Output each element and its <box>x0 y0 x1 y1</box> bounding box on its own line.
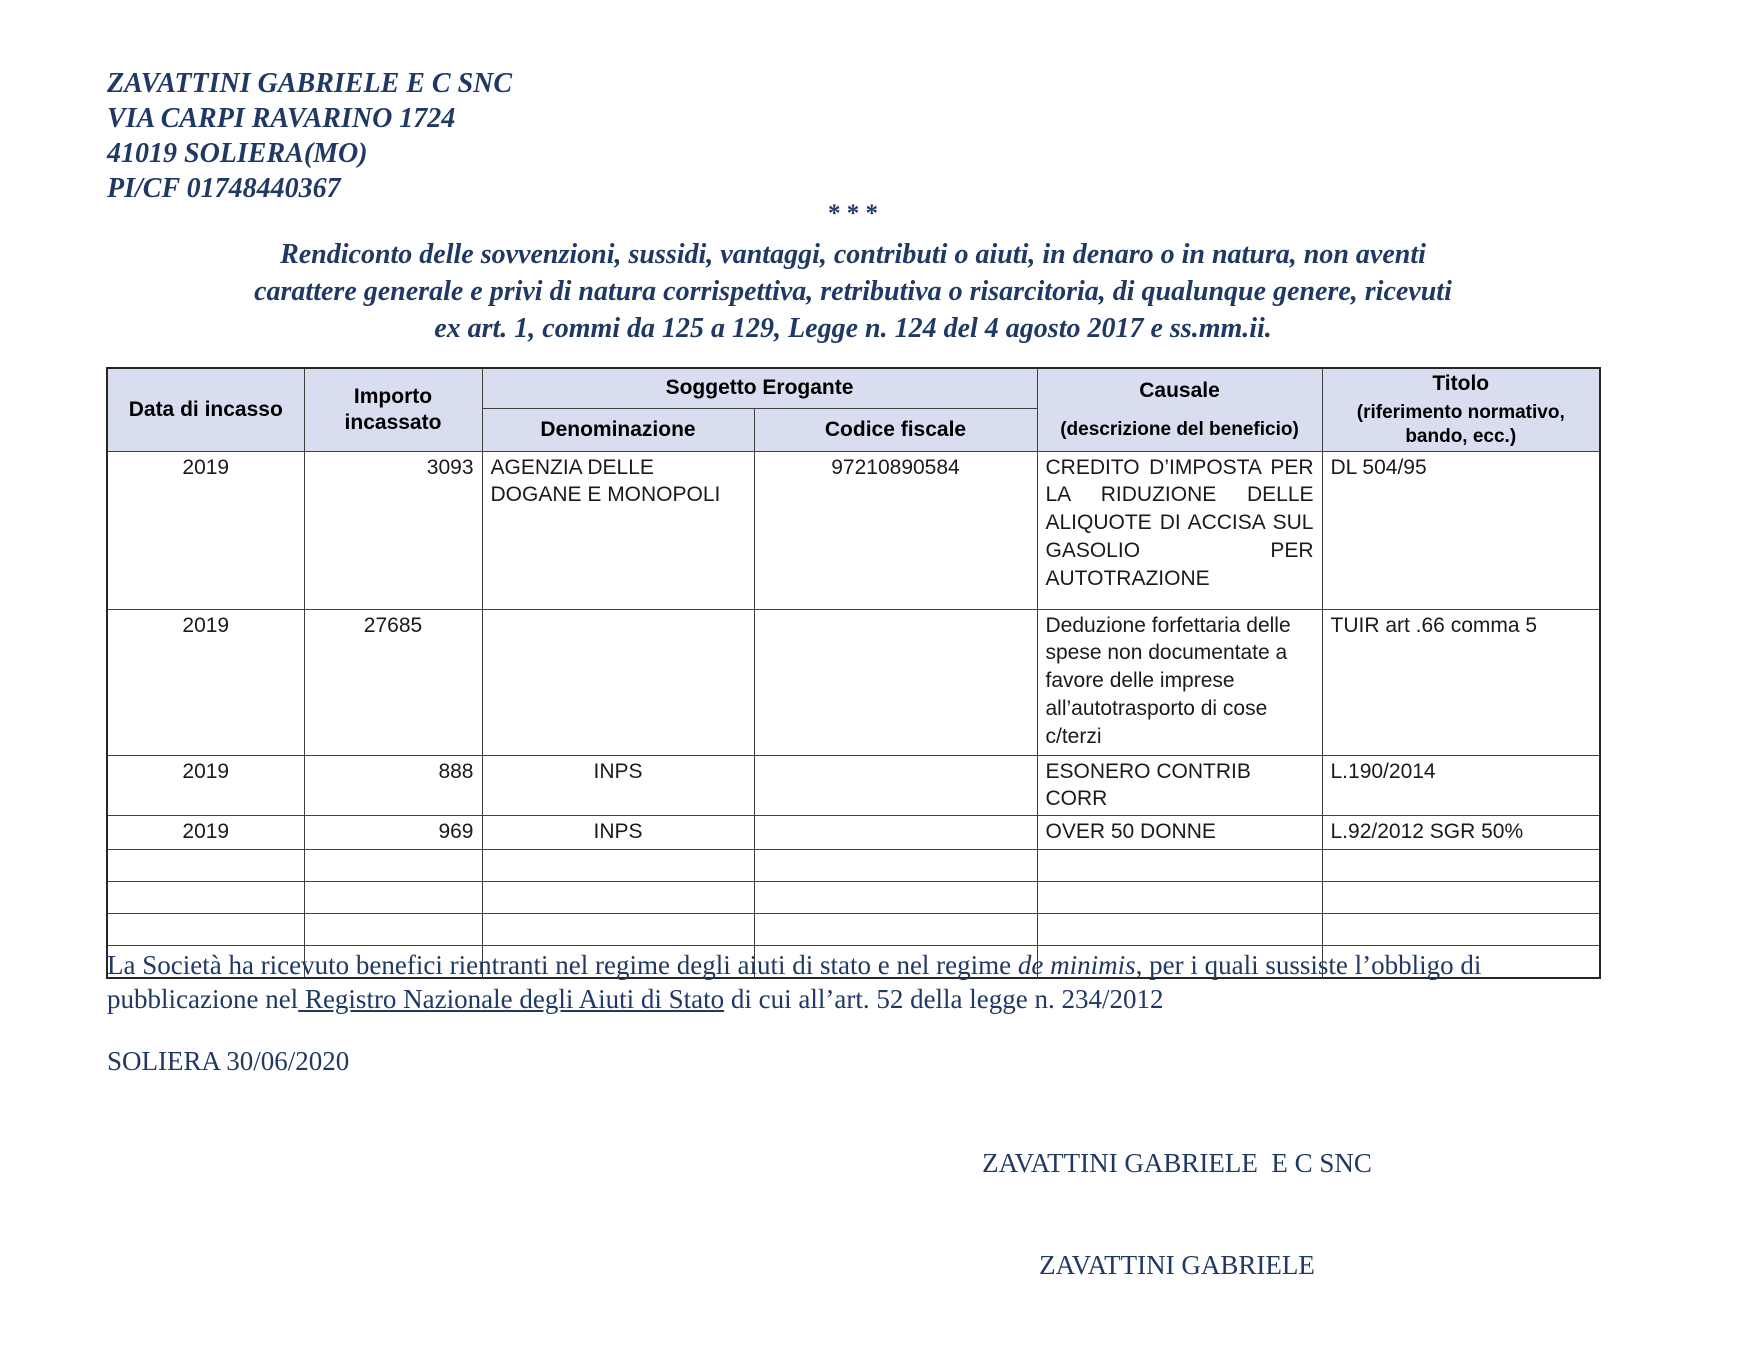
empty-cell <box>1037 882 1322 914</box>
empty-cell <box>754 850 1037 882</box>
page-title-line-2: carattere generale e privi di natura corrispettiva, retributiva o risarcitoria, di qualunque genere, ricevuti <box>254 276 1452 307</box>
table-row <box>107 451 1600 609</box>
empty-cell <box>1322 882 1600 914</box>
cell-denominazione: INPS <box>482 755 754 815</box>
cell-data-incasso: 2019 <box>107 609 304 755</box>
document-page <box>106 0 1600 1280</box>
empty-cell <box>482 914 754 946</box>
cell-data-incasso: 2019 <box>107 755 304 815</box>
cell-denominazione <box>482 609 754 755</box>
empty-cell <box>754 914 1037 946</box>
registro-nazionale-link-text: Registro Nazionale degli Aiuti di Stato <box>298 984 725 1014</box>
col-header-data-incasso: Data di incasso <box>107 368 304 451</box>
company-city: 41019 SOLIERA(MO) <box>107 138 368 169</box>
cell-denominazione: AGENZIA DELLE DOGANE E MONOPOLI <box>482 451 754 609</box>
col-header-causale-label: Causale <box>1139 378 1220 402</box>
cell-importo: 27685 <box>304 609 482 755</box>
page-title-line-1: Rendiconto delle sovvenzioni, sussidi, vantaggi, contributi o aiuti, in denaro o in natura, non aventi <box>280 239 1426 270</box>
col-header-causale <box>1037 368 1322 451</box>
page-title <box>106 236 1600 347</box>
cell-codice-fiscale <box>754 816 1037 850</box>
empty-table-row <box>107 914 1600 946</box>
empty-cell <box>304 914 482 946</box>
col-header-titolo-label: Titolo <box>1432 372 1490 395</box>
table-row <box>107 816 1600 850</box>
col-header-causale-sub: (descrizione del beneficio) <box>1060 419 1299 441</box>
signature-company: ZAVATTINI GABRIELE E C SNC <box>982 1148 1372 1178</box>
empty-cell <box>107 882 304 914</box>
page-title-line-3: ex art. 1, commi da 125 a 129, Legge n. 124 del 4 agosto 2017 e ss.mm.ii. <box>434 313 1272 344</box>
cell-importo: 969 <box>304 816 482 850</box>
company-address: VIA CARPI RAVARINO 1724 <box>107 103 456 134</box>
signature-name: ZAVATTINI GABRIELE <box>1039 1250 1315 1280</box>
disclosure-text-1: La Società ha ricevuto benefici rientranti nel regime degli aiuti di stato e nel regime <box>107 950 1018 980</box>
empty-cell <box>482 882 754 914</box>
table-row <box>107 755 1600 815</box>
empty-cell <box>1037 914 1322 946</box>
cell-causale: Deduzione forfettaria delle spese non documentate a favore delle imprese all’autotrasporto di cose c/terzi <box>1037 609 1322 755</box>
header-row-top <box>107 368 1600 409</box>
empty-cell <box>1037 850 1322 882</box>
col-header-denominazione: Denominazione <box>482 409 754 452</box>
cell-importo: 3093 <box>304 451 482 609</box>
cell-data-incasso: 2019 <box>107 816 304 850</box>
empty-cell <box>482 850 754 882</box>
empty-cell <box>754 882 1037 914</box>
col-header-soggetto-erogante: Soggetto Erogante <box>482 368 1037 409</box>
cell-causale: CREDITO D’IMPOSTA PER LA RIDUZIONE DELLE ALIQUOTE DI ACCISA SUL GASOLIO PER AUTOTRAZIONE <box>1037 451 1322 609</box>
empty-cell <box>107 914 304 946</box>
cell-titolo: DL 504/95 <box>1322 451 1600 609</box>
table-row <box>107 609 1600 755</box>
disclosure-text-2: , per i quali sussiste l’obbligo di <box>1135 950 1482 980</box>
cell-data-incasso: 2019 <box>107 451 304 609</box>
disclosure-text-3: pubblicazione nel <box>107 984 299 1014</box>
cell-titolo: L.92/2012 SGR 50% <box>1322 816 1600 850</box>
company-name: ZAVATTINI GABRIELE E C SNC <box>107 68 513 99</box>
signature-block <box>754 1078 1600 1350</box>
cell-causale: OVER 50 DONNE <box>1037 816 1322 850</box>
cell-codice-fiscale: 97210890584 <box>754 451 1037 609</box>
disclosure-paragraph <box>107 948 1601 1016</box>
empty-table-row <box>107 850 1600 882</box>
cell-titolo: L.190/2014 <box>1322 755 1600 815</box>
company-header <box>107 66 512 206</box>
col-header-titolo <box>1322 368 1600 451</box>
empty-cell <box>107 850 304 882</box>
empty-cell <box>304 882 482 914</box>
disclosure-emphasis: de minimis <box>1017 950 1136 980</box>
cell-codice-fiscale <box>754 609 1037 755</box>
empty-cell <box>304 850 482 882</box>
place-date: SOLIERA 30/06/2020 <box>107 1046 350 1076</box>
company-tax-id: PI/CF 01748440367 <box>107 173 341 204</box>
cell-denominazione: INPS <box>482 816 754 850</box>
grants-table-body <box>107 451 1600 849</box>
section-separator: * * * <box>828 200 878 227</box>
empty-cell <box>1322 850 1600 882</box>
cell-importo: 888 <box>304 755 482 815</box>
col-header-codice-fiscale: Codice fiscale <box>754 409 1037 452</box>
grants-table <box>106 367 1601 979</box>
cell-codice-fiscale <box>754 755 1037 815</box>
disclosure-text-4: di cui all’art. 52 della legge n. 234/2012 <box>724 984 1164 1014</box>
empty-cell <box>1322 914 1600 946</box>
col-header-titolo-sub: (riferimento normativo, bando, ecc.) <box>1356 402 1565 447</box>
grants-table-header <box>107 368 1600 451</box>
cell-causale: ESONERO CONTRIB CORR <box>1037 755 1322 815</box>
cell-titolo: TUIR art .66 comma 5 <box>1322 609 1600 755</box>
empty-table-row <box>107 882 1600 914</box>
col-header-importo: Importo incassato <box>304 368 482 451</box>
